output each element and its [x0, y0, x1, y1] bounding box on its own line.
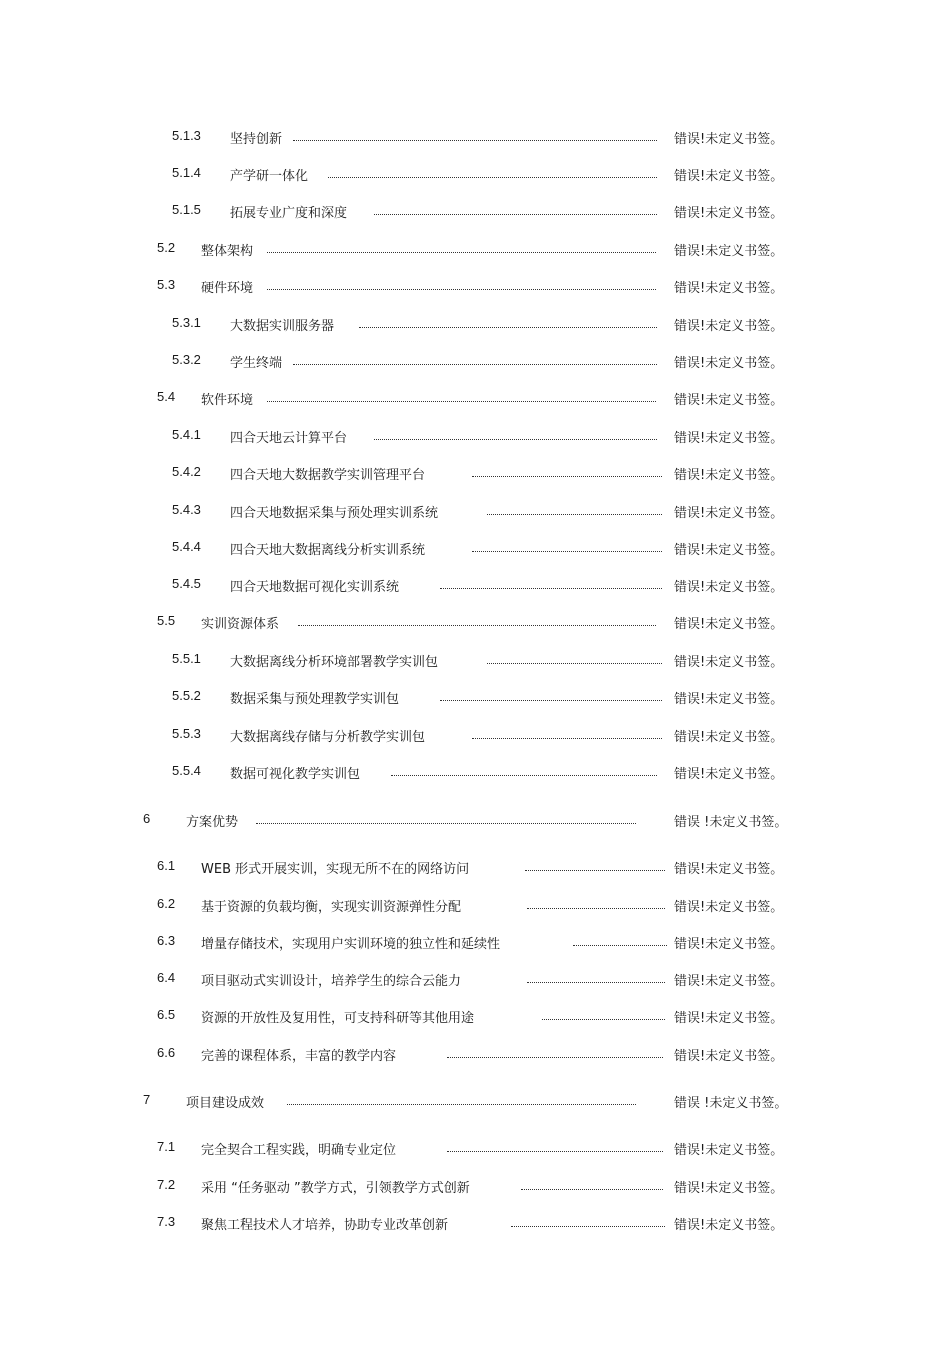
toc-entry[interactable]	[0, 389, 950, 409]
toc-entry-number: 5.1.3	[172, 128, 201, 143]
dot-leader	[267, 289, 656, 290]
toc-entry-page-ref: 错误 !未定义书签。	[674, 1096, 788, 1111]
dot-leader	[472, 551, 662, 552]
toc-entry-page-ref: 错误!未定义书签。	[674, 281, 784, 296]
toc-entry-title: 基于资源的负载均衡，实现实训资源弹性分配	[201, 900, 462, 915]
dot-leader	[472, 738, 662, 739]
toc-entry-title: 硬件环境	[201, 281, 254, 296]
toc-entry-page-ref: 错误!未定义书签。	[674, 244, 784, 259]
toc-entry-number: 5.4.2	[172, 464, 201, 479]
toc-entry-page-ref: 错误!未定义书签。	[674, 206, 784, 221]
toc-entry-title: 整体架构	[201, 244, 254, 259]
toc-entry-page-ref: 错误!未定义书签。	[674, 974, 784, 989]
toc-entry[interactable]	[0, 315, 950, 335]
toc-entry-number: 6	[143, 811, 151, 826]
dot-leader	[328, 177, 657, 178]
toc-entry[interactable]	[0, 1092, 950, 1112]
toc-entry-number: 5.3.2	[172, 352, 201, 367]
toc-entry-number: 5.5.2	[172, 688, 201, 703]
toc-entry-title: 增量存储技术，实现用户实训环境的独立性和延续性	[201, 937, 501, 952]
toc-entry-page-ref: 错误!未定义书签。	[674, 431, 784, 446]
dot-leader	[447, 1151, 663, 1152]
toc-entry-page-ref: 错误!未定义书签。	[674, 468, 784, 483]
dot-leader	[487, 514, 662, 515]
toc-entry-number: 5.4	[157, 389, 176, 404]
toc-entry-number: 5.5	[157, 613, 176, 628]
toc-entry[interactable]	[0, 811, 950, 831]
toc-entry-number: 5.2	[157, 240, 176, 255]
dot-leader	[573, 945, 667, 946]
toc-entry-page-ref: 错误!未定义书签。	[674, 862, 784, 877]
dot-leader	[440, 700, 662, 701]
toc-entry-title: 拓展专业广度和深度	[230, 206, 348, 221]
toc-entry-number: 5.1.5	[172, 202, 201, 217]
toc-entry-page-ref: 错误!未定义书签。	[674, 937, 784, 952]
toc-entry-number: 5.3	[157, 277, 176, 292]
dot-leader	[293, 140, 657, 141]
dot-leader	[391, 775, 657, 776]
toc-entry[interactable]	[0, 165, 950, 185]
toc-entry[interactable]	[0, 651, 950, 671]
toc-entry-title: WEB 形式开展实训，实现无所不在的网络访问	[201, 862, 470, 877]
toc-entry-number: 6.2	[157, 896, 176, 911]
toc-entry[interactable]	[0, 858, 950, 878]
toc-entry[interactable]	[0, 726, 950, 746]
dot-leader	[256, 823, 636, 824]
toc-entry-number: 5.4.3	[172, 502, 201, 517]
toc-entry[interactable]	[0, 277, 950, 297]
toc-entry-page-ref: 错误!未定义书签。	[674, 356, 784, 371]
toc-entry[interactable]	[0, 576, 950, 596]
toc-entry-page-ref: 错误!未定义书签。	[674, 580, 784, 595]
dot-leader	[287, 1104, 636, 1105]
toc-entry[interactable]	[0, 896, 950, 916]
dot-leader	[359, 327, 657, 328]
toc-entry-number: 6.4	[157, 970, 176, 985]
toc-entry-page-ref: 错误!未定义书签。	[674, 900, 784, 915]
toc-entry-title: 采用 “任务驱动 ”教学方式，引领教学方式创新	[201, 1181, 470, 1196]
toc-entry-number: 5.5.3	[172, 726, 201, 741]
toc-entry-title: 数据可视化教学实训包	[230, 767, 361, 782]
toc-entry-title: 完善的课程体系，丰富的教学内容	[201, 1049, 397, 1064]
toc-entry[interactable]	[0, 1177, 950, 1197]
toc-entry-title: 大数据离线存储与分析教学实训包	[230, 730, 426, 745]
toc-entry-title: 方案优势	[186, 815, 239, 830]
dot-leader	[374, 214, 657, 215]
toc-entry-number: 6.6	[157, 1045, 176, 1060]
toc-entry-page-ref: 错误!未定义书签。	[674, 319, 784, 334]
toc-entry-page-ref: 错误 !未定义书签。	[674, 815, 788, 830]
toc-entry[interactable]	[0, 613, 950, 633]
toc-entry-number: 7	[143, 1092, 151, 1107]
dot-leader	[527, 982, 665, 983]
toc-entry-page-ref: 错误!未定义书签。	[674, 1181, 784, 1196]
dot-leader	[440, 588, 662, 589]
dot-leader	[525, 870, 665, 871]
toc-entry-number: 5.5.4	[172, 763, 201, 778]
dot-leader	[267, 252, 656, 253]
toc-entry-number: 6.3	[157, 933, 176, 948]
toc-entry-page-ref: 错误!未定义书签。	[674, 692, 784, 707]
toc-entry-title: 数据采集与预处理教学实训包	[230, 692, 400, 707]
toc-entry[interactable]	[0, 352, 950, 372]
toc-entry[interactable]	[0, 1214, 950, 1234]
toc-entry[interactable]	[0, 1045, 950, 1065]
dot-leader	[527, 908, 665, 909]
toc-entry-title: 四合天地数据采集与预处理实训系统	[230, 506, 439, 521]
toc-entry-title: 四合天地数据可视化实训系统	[230, 580, 400, 595]
toc-entry-page-ref: 错误!未定义书签。	[674, 730, 784, 745]
toc-entry-title: 软件环境	[201, 393, 254, 408]
toc-entry-title: 坚持创新	[230, 132, 283, 147]
toc-entry-title: 大数据离线分析环境部署教学实训包	[230, 655, 439, 670]
toc-entry-page-ref: 错误!未定义书签。	[674, 655, 784, 670]
toc-entry[interactable]	[0, 502, 950, 522]
toc-entry-page-ref: 错误!未定义书签。	[674, 169, 784, 184]
toc-entry-title: 实训资源体系	[201, 617, 280, 632]
toc-entry-number: 5.3.1	[172, 315, 201, 330]
dot-leader	[542, 1019, 665, 1020]
toc-entry[interactable]	[0, 202, 950, 222]
toc-entry[interactable]	[0, 427, 950, 447]
toc-entry-title: 聚焦工程技术人才培养，协助专业改革创新	[201, 1218, 449, 1233]
toc-entry-number: 5.4.4	[172, 539, 201, 554]
toc-entry-title: 四合天地大数据教学实训管理平台	[230, 468, 426, 483]
dot-leader	[298, 625, 656, 626]
dot-leader	[521, 1189, 663, 1190]
toc-entry-title: 四合天地大数据离线分析实训系统	[230, 543, 426, 558]
toc-entry[interactable]	[0, 933, 950, 953]
dot-leader	[472, 476, 662, 477]
toc-entry-number: 7.2	[157, 1177, 176, 1192]
toc-entry[interactable]	[0, 688, 950, 708]
toc-entry-page-ref: 错误!未定义书签。	[674, 132, 784, 147]
toc-entry-title: 四合天地云计算平台	[230, 431, 348, 446]
toc-entry-number: 5.4.1	[172, 427, 201, 442]
toc-entry-page-ref: 错误!未定义书签。	[674, 543, 784, 558]
toc-entry-page-ref: 错误!未定义书签。	[674, 1218, 784, 1233]
toc-entry[interactable]	[0, 539, 950, 559]
toc-entry-title: 学生终端	[230, 356, 283, 371]
toc-entry-title: 资源的开放性及复用性，可支持科研等其他用途	[201, 1011, 475, 1026]
toc-entry-title: 项目建设成效	[186, 1096, 265, 1111]
toc-entry-number: 5.4.5	[172, 576, 201, 591]
toc-entry-page-ref: 错误!未定义书签。	[674, 1049, 784, 1064]
dot-leader	[447, 1057, 663, 1058]
toc-entry[interactable]	[0, 1007, 950, 1027]
toc-entry[interactable]	[0, 1139, 950, 1159]
toc-entry[interactable]	[0, 464, 950, 484]
toc-entry-page-ref: 错误!未定义书签。	[674, 506, 784, 521]
dot-leader	[267, 401, 656, 402]
toc-entry-page-ref: 错误!未定义书签。	[674, 1011, 784, 1026]
toc-entry[interactable]	[0, 763, 950, 783]
toc-entry-number: 6.1	[157, 858, 176, 873]
toc-entry-page-ref: 错误!未定义书签。	[674, 767, 784, 782]
toc-entry-title: 完全契合工程实践，明确专业定位	[201, 1143, 397, 1158]
toc-entry[interactable]	[0, 128, 950, 148]
toc-entry-number: 7.3	[157, 1214, 176, 1229]
toc-entry-number: 5.5.1	[172, 651, 201, 666]
toc-entry-title: 项目驱动式实训设计，培养学生的综合云能力	[201, 974, 462, 989]
toc-entry[interactable]	[0, 240, 950, 260]
toc-entry[interactable]	[0, 970, 950, 990]
toc-entry-number: 6.5	[157, 1007, 176, 1022]
toc-entry-title: 产学研一体化	[230, 169, 309, 184]
toc-entry-number: 7.1	[157, 1139, 176, 1154]
dot-leader	[293, 364, 657, 365]
toc-entry-page-ref: 错误!未定义书签。	[674, 617, 784, 632]
dot-leader	[374, 439, 657, 440]
toc-entry-title: 大数据实训服务器	[230, 319, 335, 334]
toc-entry-page-ref: 错误!未定义书签。	[674, 1143, 784, 1158]
dot-leader	[511, 1226, 665, 1227]
toc-entry-number: 5.1.4	[172, 165, 201, 180]
toc-entry-page-ref: 错误!未定义书签。	[674, 393, 784, 408]
dot-leader	[487, 663, 662, 664]
